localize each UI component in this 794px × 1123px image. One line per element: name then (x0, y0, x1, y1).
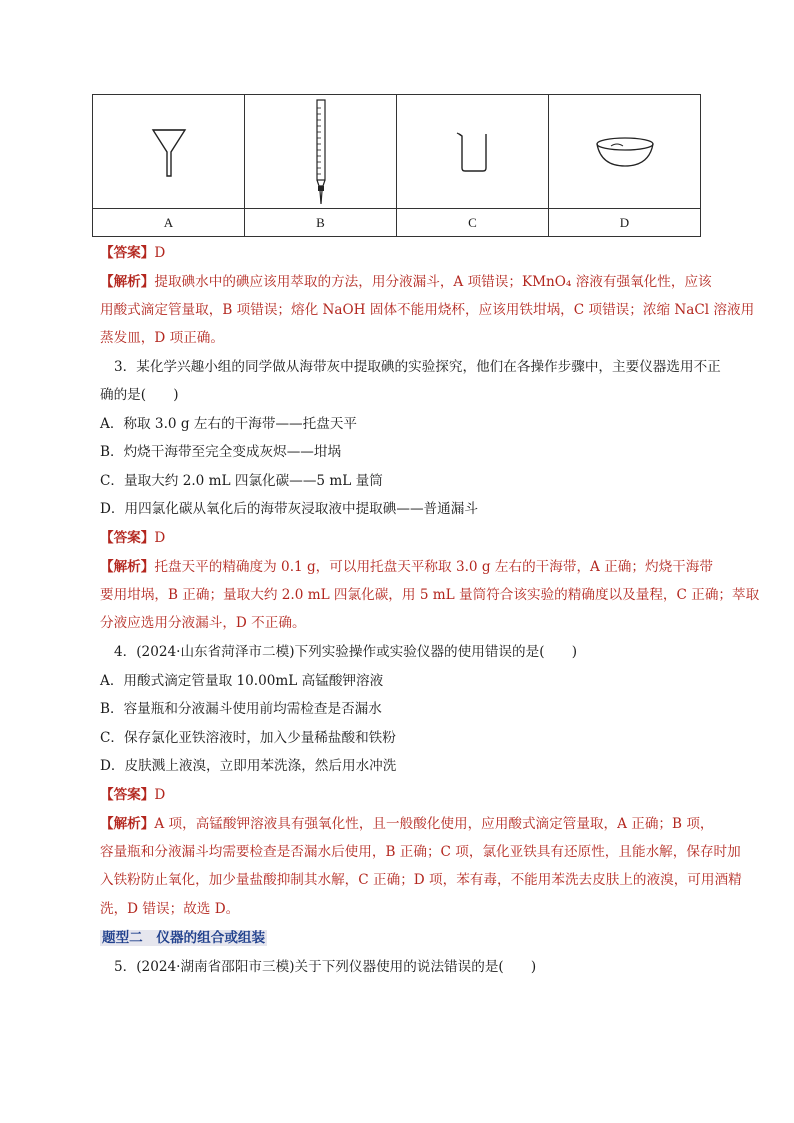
q3-stem-line-2: 确的是( ) (100, 387, 179, 403)
apparatus-table (92, 94, 701, 237)
q2-analysis-line-1: 【解析】提取碘水中的碘应该用萃取的方法，用分液漏斗，A 项错误；KMnO₄ 溶液有强氧化性，应该 (100, 274, 712, 290)
q3-stem-line-1: 3．某化学兴趣小组的同学做从海带灰中提取碘的实验探究，他们在各操作步骤中，主要仪器选用不正 (114, 359, 721, 375)
q3-option-d: D．用四氯化碳从氧化后的海带灰浸取液中提取碘——普通漏斗 (100, 501, 478, 517)
q4-option-c: C．保存氯化亚铁溶液时，加入少量稀盐酸和铁粉 (100, 730, 396, 746)
caption-b: B (245, 209, 397, 237)
caption-a: A (93, 209, 245, 237)
q2-answer: 【答案】D (100, 245, 166, 261)
apparatus-cell-d (549, 95, 701, 209)
q4-analysis-line-1: 【解析】A 项，高锰酸钾溶液具有强氧化性，且一般酸化使用，应用酸式滴定管量取，A 正确；B 项， (100, 816, 714, 832)
apparatus-cell-a (93, 95, 245, 209)
q3-option-b: B．灼烧干海带至完全变成灰烬——坩埚 (100, 444, 342, 460)
apparatus-cell-b (245, 95, 397, 209)
apparatus-cell-c (397, 95, 549, 209)
q3-answer: 【答案】D (100, 530, 166, 546)
evaporating-dish-icon (593, 134, 657, 170)
q4-stem: 4．(2024·山东省菏泽市二模)下列实验操作或实验仪器的使用错误的是( ) (114, 644, 577, 660)
q4-analysis-line-2: 容量瓶和分液漏斗均需要检查是否漏水后使用，B 正确；C 项，氯化亚铁具有还原性，且能水解，保存时加 (100, 844, 741, 860)
q3-analysis-line-1: 【解析】托盘天平的精确度为 0.1 g，可以用托盘天平称取 3.0 g 左右的干海带，A 正确；灼烧干海带 (100, 559, 713, 575)
beaker-icon (453, 130, 493, 174)
q4-option-b: B．容量瓶和分液漏斗使用前均需检查是否漏水 (100, 701, 382, 717)
q4-option-d: D．皮肤溅上液溴，立即用苯洗涤，然后用水冲洗 (100, 758, 397, 774)
caption-d: D (549, 209, 701, 237)
q2-analysis-line-3: 蒸发皿，D 项正确。 (100, 330, 224, 346)
q3-option-c: C．量取大约 2.0 mL 四氯化碳——5 mL 量筒 (100, 473, 383, 489)
q3-analysis-line-3: 分液应选用分液漏斗，D 不正确。 (100, 615, 306, 631)
burette-icon (306, 98, 336, 206)
q4-answer: 【答案】D (100, 787, 166, 803)
q2-analysis-line-2: 用酸式滴定管量取，B 项错误；熔化 NaOH 固体不能用烧杯，应该用铁坩埚，C 项错误；浓缩 NaCl 溶液用 (100, 302, 755, 318)
caption-c: C (397, 209, 549, 237)
q3-analysis-line-2: 要用坩埚，B 正确；量取大约 2.0 mL 四氯化碳，用 5 mL 量筒符合该实验的精确度以及量程，C 正确；萃取 (100, 587, 760, 603)
q3-option-a: A．称取 3.0 g 左右的干海带——托盘天平 (100, 416, 358, 432)
q5-stem: 5．(2024·湖南省邵阳市三模)关于下列仪器使用的说法错误的是( ) (114, 959, 537, 975)
funnel-icon (149, 122, 189, 182)
q4-analysis-line-4: 洗，D 错误；故选 D。 (100, 901, 240, 917)
q4-analysis-line-3: 入铁粉防止氧化，加少量盐酸抑制其水解，C 正确；D 项，苯有毒，不能用苯洗去皮肤上的液溴，可用酒精 (100, 872, 742, 888)
q4-option-a: A．用酸式滴定管量取 10.00mL 高锰酸钾溶液 (100, 673, 384, 689)
section-title: 题型二 仪器的组合或组装 (102, 930, 266, 946)
